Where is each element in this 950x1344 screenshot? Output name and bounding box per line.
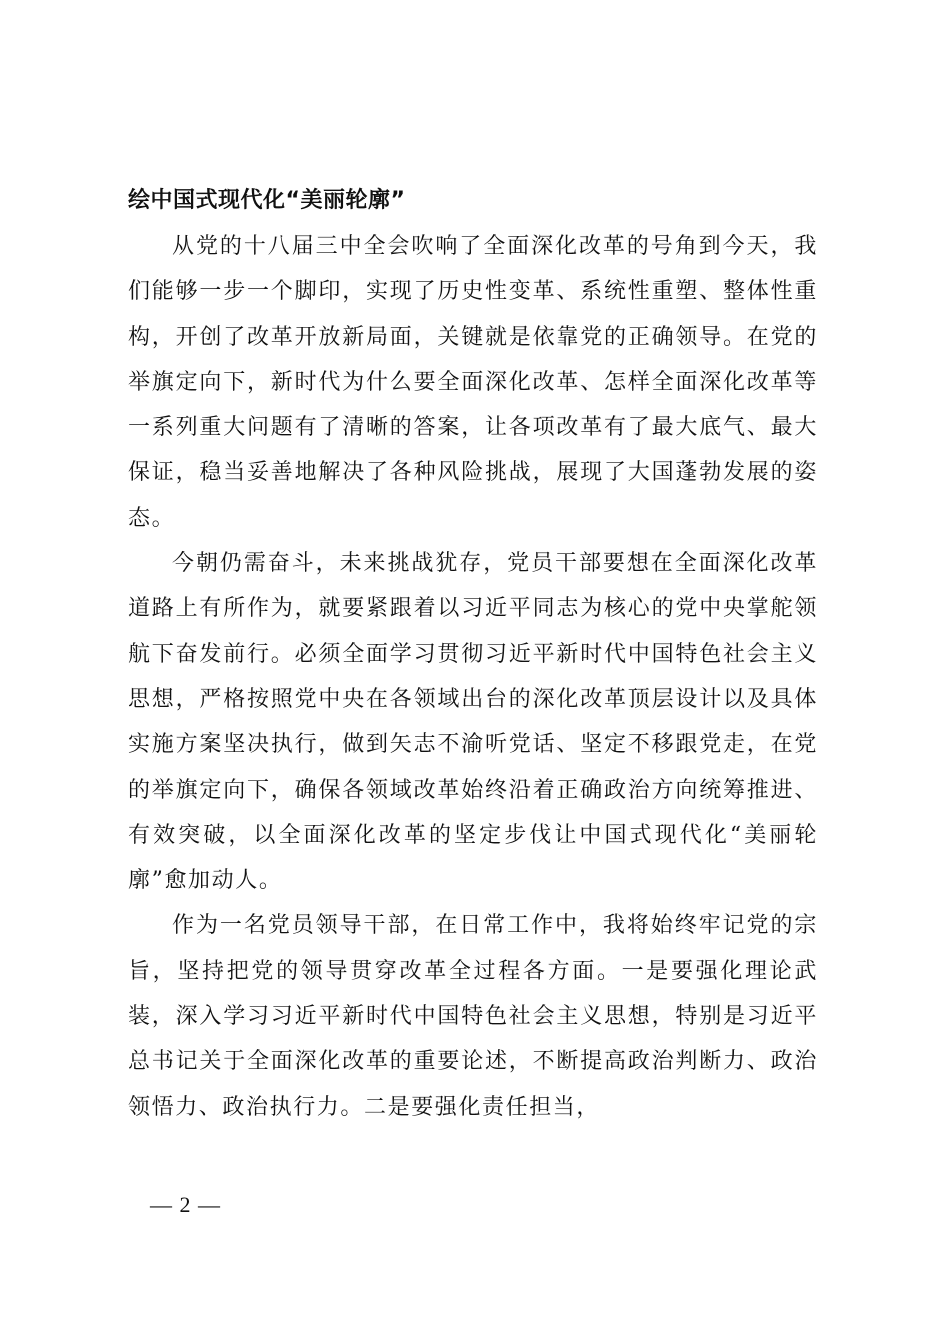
document-body xyxy=(128,178,818,1130)
paragraph-2: 今朝仍需奋斗，未来挑战犹存，党员干部要想在全面深化改革道路上有所作为，就要紧跟着以习近平同志为核心的党中央掌舵领航下奋发前行。必须全面学习贯彻习近平新时代中国特色社会主义思想，严格按照党中央在各领域出台的深化改革顶层设计以及具体实施方案坚决执行，做到矢志不渝听党话、坚定不移跟党走，在党的举旗定向下，确保各领域改革始终沿着正确政治方向统筹推进、有效突破，以全面深化改革的坚定步伐让中国式现代化“美丽轮廓”愈加动人。 xyxy=(128,551,818,894)
paragraph-3: 作为一名党员领导干部，在日常工作中，我将始终牢记党的宗旨，坚持把党的领导贯穿改革全过程各方面。一是要强化理论武装，深入学习习近平新时代中国特色社会主义思想，特别是习近平总书记关于全面深化改革的重要论述，不断提高政治判断力、政治领悟力、政治执行力。二是要强化责任担当， xyxy=(128,913,818,1120)
page-number: — 2 — xyxy=(150,1192,221,1217)
section-heading: 绘中国式现代化“美丽轮廓” xyxy=(128,188,406,213)
paragraph-1: 从党的十八届三中全会吹响了全面深化改革的号角到今天，我们能够一步一个脚印，实现了历史性变革、系统性重塑、整体性重构，开创了改革开放新局面，关键就是依靠党的正确领导。在党的举旗定向下，新时代为什么要全面深化改革、怎样全面深化改革等一系列重大问题有了清晰的答案，让各项改革有了最大底气、最大保证，稳当妥善地解决了各种风险挑战，展现了大国蓬勃发展的姿态。 xyxy=(128,234,818,531)
